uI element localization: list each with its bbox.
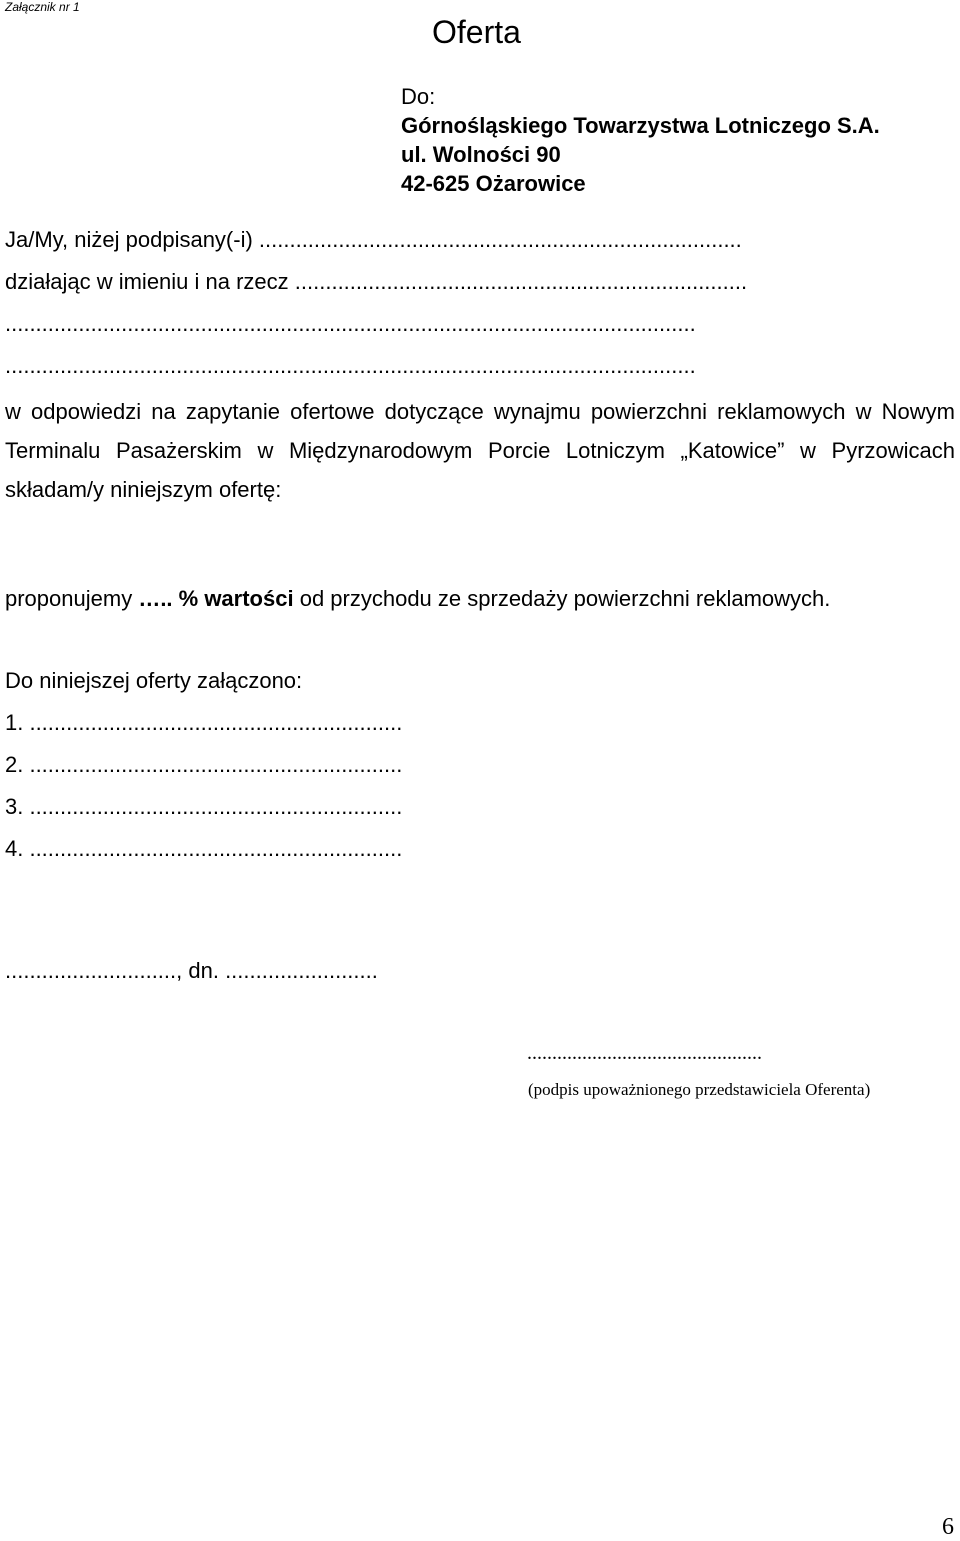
signature-label: (podpis upoważnionego przedstawiciela Oferenta) <box>528 1080 871 1099</box>
offer-paragraph: w odpowiedzi na zapytanie ofertowe dotyczące wynajmu powierzchni reklamowych w Nowym Terminalu Pasażerskim w Międzynarodowym Porcie Lotniczym „Katowice” w Pyrzowicach składam/y niniejszym ofertę: <box>5 399 955 502</box>
offer-proposal-line <box>5 586 830 612</box>
document-title: Oferta <box>432 14 521 50</box>
annex-label: Załącznik nr 1 <box>5 0 80 14</box>
offer-prefix: proponujemy <box>5 586 139 611</box>
dotted-fill-line: ................................................................................................................. <box>5 353 696 378</box>
offer-suffix: od przychodu ze sprzedaży powierzchni reklamowych. <box>293 586 831 611</box>
recipient-to-label: Do: <box>401 84 436 109</box>
offer-percent-value: ….. % wartości <box>138 586 294 611</box>
attachment-item: 1. ............................................................. <box>5 710 403 735</box>
signatory-line: Ja/My, niżej podpisany(-i) ............................................................................... <box>5 227 742 252</box>
acting-on-behalf-line: działając w imieniu i na rzecz .......................................................................... <box>5 269 748 294</box>
attachment-item: 2. ............................................................. <box>5 752 403 777</box>
recipient-street: ul. Wolności 90 <box>401 142 561 167</box>
place-date-line: ............................, dn. ......................... <box>5 958 378 983</box>
signature-dots: ............................................... <box>527 1042 762 1064</box>
dotted-fill-line: ................................................................................................................. <box>5 311 696 336</box>
page-number: 6 <box>942 1514 954 1540</box>
recipient-company: Górnośląskiego Towarzystwa Lotniczego S.A. <box>401 113 880 138</box>
attachments-heading: Do niniejszej oferty załączono: <box>5 668 303 693</box>
attachment-item: 4. ............................................................. <box>5 836 403 861</box>
attachment-item: 3. ............................................................. <box>5 794 403 819</box>
recipient-city: 42-625 Ożarowice <box>401 171 586 196</box>
